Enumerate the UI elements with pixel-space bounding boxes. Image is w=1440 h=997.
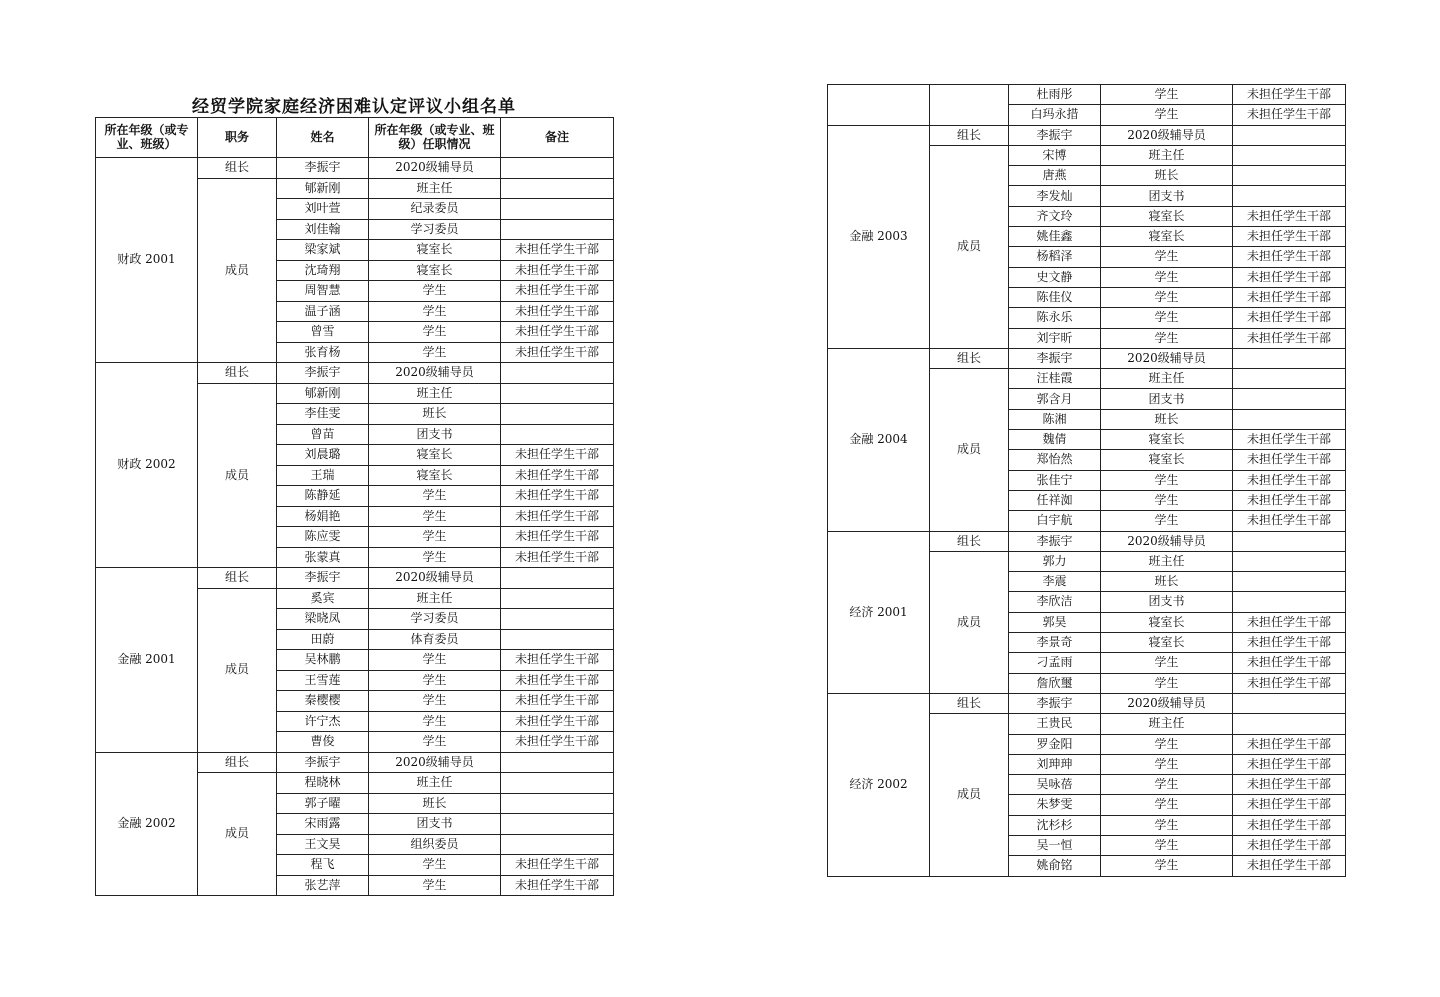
name-cell: 温子涵 xyxy=(277,301,369,322)
name-cell: 李振宇 xyxy=(1009,693,1101,713)
left-roster-table xyxy=(95,117,614,896)
note-cell xyxy=(501,568,614,589)
duty-cell: 班长 xyxy=(369,793,501,814)
note-cell xyxy=(501,629,614,650)
name-cell: 李欣洁 xyxy=(1009,592,1101,612)
note-cell: 未担任学生干部 xyxy=(1233,856,1346,876)
duty-cell: 学生 xyxy=(1101,287,1233,307)
name-cell: 李振宇 xyxy=(277,158,369,179)
name-cell: 白宇航 xyxy=(1009,511,1101,531)
duty-cell: 学生 xyxy=(369,301,501,322)
name-cell: 李振宇 xyxy=(277,752,369,773)
duty-cell: 学生 xyxy=(1101,775,1233,795)
role-cell: 成员 xyxy=(198,588,277,752)
duty-cell: 学生 xyxy=(369,691,501,712)
note-cell xyxy=(501,609,614,630)
name-cell: 陈佳仪 xyxy=(1009,287,1101,307)
duty-cell: 班长 xyxy=(1101,409,1233,429)
note-cell: 未担任学生干部 xyxy=(1233,450,1346,470)
duty-cell: 寝室长 xyxy=(369,240,501,261)
role-cell: 组长 xyxy=(198,568,277,589)
note-cell xyxy=(1233,714,1346,734)
note-cell: 未担任学生干部 xyxy=(1233,227,1346,247)
name-cell: 刘佳翰 xyxy=(277,219,369,240)
name-cell: 吴咏蓓 xyxy=(1009,775,1101,795)
name-cell: 杜雨彤 xyxy=(1009,85,1101,105)
left-table-body xyxy=(96,158,614,896)
class-cell: 金融 2004 xyxy=(828,348,930,531)
note-cell: 未担任学生干部 xyxy=(501,465,614,486)
class-cell: 财政 2001 xyxy=(96,158,198,363)
class-cell: 金融 2002 xyxy=(96,752,198,896)
document-title: 经贸学院家庭经济困难认定评议小组名单 xyxy=(192,97,516,117)
name-cell: 刘宇昕 xyxy=(1009,328,1101,348)
header-note: 备注 xyxy=(501,118,614,158)
right-table-body xyxy=(828,85,1346,877)
duty-cell: 学生 xyxy=(1101,105,1233,125)
name-cell: 梁晓凤 xyxy=(277,609,369,630)
note-cell: 未担任学生干部 xyxy=(501,875,614,896)
duty-cell: 学生 xyxy=(369,875,501,896)
note-cell xyxy=(1233,186,1346,206)
duty-cell: 寝室长 xyxy=(1101,430,1233,450)
name-cell: 程飞 xyxy=(277,855,369,876)
duty-cell: 学生 xyxy=(1101,308,1233,328)
class-cell: 金融 2001 xyxy=(96,568,198,753)
name-cell: 张佳宁 xyxy=(1009,470,1101,490)
name-cell: 奚宾 xyxy=(277,588,369,609)
note-cell: 未担任学生干部 xyxy=(1233,287,1346,307)
duty-cell: 学生 xyxy=(1101,490,1233,510)
header-duty: 所在年级（或专业、班级）任职情况 xyxy=(369,118,501,158)
name-cell: 詹欣璽 xyxy=(1009,673,1101,693)
duty-cell: 班主任 xyxy=(1101,551,1233,571)
duty-cell: 寝室长 xyxy=(369,445,501,466)
name-cell: 王贵民 xyxy=(1009,714,1101,734)
duty-cell: 学生 xyxy=(369,670,501,691)
role-cell: 成员 xyxy=(198,178,277,363)
name-cell: 梁家斌 xyxy=(277,240,369,261)
duty-cell: 寝室长 xyxy=(1101,206,1233,226)
note-cell: 未担任学生干部 xyxy=(1233,85,1346,105)
name-cell: 李振宇 xyxy=(1009,125,1101,145)
role-cell: 组长 xyxy=(930,348,1009,368)
duty-cell: 2020级辅导员 xyxy=(1101,125,1233,145)
note-cell: 未担任学生干部 xyxy=(1233,673,1346,693)
duty-cell: 2020级辅导员 xyxy=(1101,693,1233,713)
name-cell: 姚佳鑫 xyxy=(1009,227,1101,247)
duty-cell: 团支书 xyxy=(369,814,501,835)
note-cell: 未担任学生干部 xyxy=(501,342,614,363)
role-cell: 成员 xyxy=(198,773,277,896)
note-cell: 未担任学生干部 xyxy=(1233,653,1346,673)
note-cell xyxy=(501,158,614,179)
note-cell: 未担任学生干部 xyxy=(1233,754,1346,774)
duty-cell: 学生 xyxy=(1101,815,1233,835)
note-cell: 未担任学生干部 xyxy=(1233,470,1346,490)
note-cell: 未担任学生干部 xyxy=(1233,430,1346,450)
name-cell: 李景奇 xyxy=(1009,633,1101,653)
name-cell: 郭子曜 xyxy=(277,793,369,814)
duty-cell: 团支书 xyxy=(369,424,501,445)
name-cell: 张艺萍 xyxy=(277,875,369,896)
name-cell: 王文昊 xyxy=(277,834,369,855)
note-cell xyxy=(1233,531,1346,551)
note-cell: 未担任学生干部 xyxy=(501,732,614,753)
name-cell: 齐文玲 xyxy=(1009,206,1101,226)
note-cell: 未担任学生干部 xyxy=(501,486,614,507)
table-header-row xyxy=(96,118,614,158)
role-cell: 成员 xyxy=(930,551,1009,693)
right-roster-table xyxy=(827,84,1346,877)
name-cell: 曾雪 xyxy=(277,322,369,343)
name-cell: 李振宇 xyxy=(1009,348,1101,368)
name-cell: 郭昊 xyxy=(1009,612,1101,632)
name-cell: 李振宇 xyxy=(1009,531,1101,551)
name-cell: 刘叶萱 xyxy=(277,199,369,220)
duty-cell: 寝室长 xyxy=(1101,612,1233,632)
note-cell: 未担任学生干部 xyxy=(501,301,614,322)
note-cell xyxy=(501,383,614,404)
name-cell: 杨稻泽 xyxy=(1009,247,1101,267)
duty-cell: 学生 xyxy=(369,732,501,753)
note-cell: 未担任学生干部 xyxy=(1233,633,1346,653)
name-cell: 宋雨露 xyxy=(277,814,369,835)
table-row xyxy=(828,531,1346,551)
note-cell: 未担任学生干部 xyxy=(1233,206,1346,226)
name-cell: 白玛永措 xyxy=(1009,105,1101,125)
class-cell: 财政 2002 xyxy=(96,363,198,568)
name-cell: 宋博 xyxy=(1009,145,1101,165)
note-cell xyxy=(1233,592,1346,612)
name-cell: 陈静延 xyxy=(277,486,369,507)
duty-cell: 学生 xyxy=(1101,734,1233,754)
duty-cell: 班主任 xyxy=(369,588,501,609)
name-cell: 任祥洳 xyxy=(1009,490,1101,510)
note-cell xyxy=(1233,348,1346,368)
duty-cell: 组织委员 xyxy=(369,834,501,855)
table-row xyxy=(828,693,1346,713)
name-cell: 刘晨璐 xyxy=(277,445,369,466)
duty-cell: 学生 xyxy=(1101,835,1233,855)
role-cell: 组长 xyxy=(198,158,277,179)
name-cell: 刘珅珅 xyxy=(1009,754,1101,774)
duty-cell: 团支书 xyxy=(1101,186,1233,206)
duty-cell: 学生 xyxy=(369,322,501,343)
role-cell: 成员 xyxy=(930,145,1009,348)
role-cell: 成员 xyxy=(198,383,277,568)
name-cell: 汪桂霞 xyxy=(1009,369,1101,389)
duty-cell: 2020级辅导员 xyxy=(1101,348,1233,368)
duty-cell: 班主任 xyxy=(1101,145,1233,165)
note-cell: 未担任学生干部 xyxy=(1233,734,1346,754)
name-cell: 李佳雯 xyxy=(277,404,369,425)
duty-cell: 班长 xyxy=(1101,572,1233,592)
name-cell: 秦樱樱 xyxy=(277,691,369,712)
duty-cell: 班长 xyxy=(1101,166,1233,186)
note-cell xyxy=(501,404,614,425)
table-row xyxy=(96,363,614,384)
name-cell: 郇新刚 xyxy=(277,383,369,404)
header-role: 职务 xyxy=(198,118,277,158)
name-cell: 沈杉杉 xyxy=(1009,815,1101,835)
note-cell: 未担任学生干部 xyxy=(501,506,614,527)
duty-cell: 学生 xyxy=(369,855,501,876)
note-cell xyxy=(501,219,614,240)
duty-cell: 团支书 xyxy=(1101,592,1233,612)
name-cell: 周智慧 xyxy=(277,281,369,302)
note-cell xyxy=(501,199,614,220)
duty-cell: 学生 xyxy=(369,650,501,671)
role-cell: 组长 xyxy=(930,693,1009,713)
table-row xyxy=(96,752,614,773)
table-row xyxy=(96,568,614,589)
name-cell: 张育杨 xyxy=(277,342,369,363)
duty-cell: 2020级辅导员 xyxy=(369,158,501,179)
name-cell: 吴一恒 xyxy=(1009,835,1101,855)
name-cell: 姚俞铭 xyxy=(1009,856,1101,876)
duty-cell: 学习委员 xyxy=(369,609,501,630)
note-cell: 未担任学生干部 xyxy=(1233,247,1346,267)
duty-cell: 学生 xyxy=(1101,754,1233,774)
duty-cell: 团支书 xyxy=(1101,389,1233,409)
name-cell: 史文静 xyxy=(1009,267,1101,287)
duty-cell: 学生 xyxy=(369,527,501,548)
note-cell xyxy=(1233,145,1346,165)
duty-cell: 寝室长 xyxy=(1101,633,1233,653)
name-cell: 曾苗 xyxy=(277,424,369,445)
duty-cell: 学生 xyxy=(1101,511,1233,531)
note-cell: 未担任学生干部 xyxy=(1233,775,1346,795)
duty-cell: 学生 xyxy=(1101,856,1233,876)
duty-cell: 体育委员 xyxy=(369,629,501,650)
name-cell: 吴林鹏 xyxy=(277,650,369,671)
name-cell: 杨娟艳 xyxy=(277,506,369,527)
note-cell: 未担任学生干部 xyxy=(501,670,614,691)
duty-cell: 学生 xyxy=(369,547,501,568)
name-cell: 许宁杰 xyxy=(277,711,369,732)
note-cell: 未担任学生干部 xyxy=(501,527,614,548)
duty-cell: 2020级辅导员 xyxy=(369,363,501,384)
note-cell: 未担任学生干部 xyxy=(1233,105,1346,125)
table-row xyxy=(828,85,1346,105)
name-cell: 郇新刚 xyxy=(277,178,369,199)
header-class: 所在年级（或专业、班级） xyxy=(96,118,198,158)
class-cell: 金融 2003 xyxy=(828,125,930,348)
duty-cell: 学生 xyxy=(1101,247,1233,267)
note-cell xyxy=(1233,409,1346,429)
note-cell: 未担任学生干部 xyxy=(1233,267,1346,287)
name-cell: 郑怡然 xyxy=(1009,450,1101,470)
note-cell: 未担任学生干部 xyxy=(501,855,614,876)
note-cell: 未担任学生干部 xyxy=(1233,795,1346,815)
name-cell: 陈永乐 xyxy=(1009,308,1101,328)
name-cell: 程晓林 xyxy=(277,773,369,794)
role-cell: 组长 xyxy=(930,125,1009,145)
class-cell: 经济 2002 xyxy=(828,693,930,876)
duty-cell: 2020级辅导员 xyxy=(369,568,501,589)
note-cell xyxy=(501,424,614,445)
name-cell: 罗金阳 xyxy=(1009,734,1101,754)
class-cell: 经济 2001 xyxy=(828,531,930,693)
note-cell: 未担任学生干部 xyxy=(1233,612,1346,632)
duty-cell: 学生 xyxy=(369,342,501,363)
duty-cell: 学生 xyxy=(1101,653,1233,673)
duty-cell: 班长 xyxy=(369,404,501,425)
duty-cell: 班主任 xyxy=(1101,369,1233,389)
duty-cell: 寝室长 xyxy=(1101,450,1233,470)
duty-cell: 学生 xyxy=(1101,328,1233,348)
duty-cell: 2020级辅导员 xyxy=(369,752,501,773)
duty-cell: 班主任 xyxy=(369,178,501,199)
duty-cell: 寝室长 xyxy=(1101,227,1233,247)
duty-cell: 学生 xyxy=(1101,795,1233,815)
name-cell: 曹俊 xyxy=(277,732,369,753)
note-cell: 未担任学生干部 xyxy=(501,547,614,568)
note-cell: 未担任学生干部 xyxy=(1233,490,1346,510)
name-cell: 陈湘 xyxy=(1009,409,1101,429)
note-cell xyxy=(1233,125,1346,145)
note-cell xyxy=(1233,166,1346,186)
note-cell: 未担任学生干部 xyxy=(1233,815,1346,835)
duty-cell: 学生 xyxy=(1101,85,1233,105)
duty-cell: 寝室长 xyxy=(369,260,501,281)
role-cell: 成员 xyxy=(930,714,1009,876)
duty-cell: 学生 xyxy=(369,281,501,302)
note-cell xyxy=(501,793,614,814)
note-cell: 未担任学生干部 xyxy=(501,711,614,732)
table-row xyxy=(96,158,614,179)
role-cell: 组长 xyxy=(198,363,277,384)
note-cell xyxy=(1233,389,1346,409)
note-cell xyxy=(501,834,614,855)
note-cell xyxy=(501,814,614,835)
note-cell: 未担任学生干部 xyxy=(501,281,614,302)
note-cell: 未担任学生干部 xyxy=(501,691,614,712)
header-name: 姓名 xyxy=(277,118,369,158)
duty-cell: 班主任 xyxy=(369,773,501,794)
duty-cell: 学生 xyxy=(1101,470,1233,490)
name-cell: 田蔚 xyxy=(277,629,369,650)
role-cell: 组长 xyxy=(198,752,277,773)
name-cell: 刁孟雨 xyxy=(1009,653,1101,673)
note-cell: 未担任学生干部 xyxy=(501,445,614,466)
note-cell xyxy=(501,752,614,773)
note-cell xyxy=(501,773,614,794)
name-cell: 张蒙真 xyxy=(277,547,369,568)
name-cell: 王瑞 xyxy=(277,465,369,486)
note-cell: 未担任学生干部 xyxy=(501,650,614,671)
note-cell xyxy=(1233,693,1346,713)
duty-cell: 学生 xyxy=(369,711,501,732)
note-cell xyxy=(1233,369,1346,389)
duty-cell: 学生 xyxy=(1101,267,1233,287)
class-cell xyxy=(828,85,930,126)
name-cell: 郭力 xyxy=(1009,551,1101,571)
role-cell xyxy=(930,85,1009,126)
name-cell: 李振宇 xyxy=(277,363,369,384)
table-row xyxy=(828,348,1346,368)
note-cell xyxy=(501,363,614,384)
name-cell: 王雪莲 xyxy=(277,670,369,691)
role-cell: 组长 xyxy=(930,531,1009,551)
name-cell: 郭含月 xyxy=(1009,389,1101,409)
duty-cell: 学生 xyxy=(369,486,501,507)
duty-cell: 2020级辅导员 xyxy=(1101,531,1233,551)
note-cell: 未担任学生干部 xyxy=(1233,835,1346,855)
note-cell xyxy=(1233,551,1346,571)
name-cell: 朱梦雯 xyxy=(1009,795,1101,815)
duty-cell: 纪录委员 xyxy=(369,199,501,220)
duty-cell: 班主任 xyxy=(369,383,501,404)
name-cell: 魏倩 xyxy=(1009,430,1101,450)
duty-cell: 学生 xyxy=(369,506,501,527)
duty-cell: 寝室长 xyxy=(369,465,501,486)
note-cell xyxy=(1233,572,1346,592)
note-cell: 未担任学生干部 xyxy=(501,322,614,343)
duty-cell: 学习委员 xyxy=(369,219,501,240)
duty-cell: 学生 xyxy=(1101,673,1233,693)
table-row xyxy=(828,125,1346,145)
note-cell: 未担任学生干部 xyxy=(1233,511,1346,531)
name-cell: 唐燕 xyxy=(1009,166,1101,186)
note-cell: 未担任学生干部 xyxy=(501,240,614,261)
note-cell xyxy=(501,588,614,609)
role-cell: 成员 xyxy=(930,369,1009,531)
name-cell: 李振宇 xyxy=(277,568,369,589)
note-cell: 未担任学生干部 xyxy=(1233,308,1346,328)
name-cell: 沈琦翔 xyxy=(277,260,369,281)
duty-cell: 班主任 xyxy=(1101,714,1233,734)
name-cell: 李发灿 xyxy=(1009,186,1101,206)
name-cell: 李震 xyxy=(1009,572,1101,592)
note-cell xyxy=(501,178,614,199)
note-cell: 未担任学生干部 xyxy=(501,260,614,281)
note-cell: 未担任学生干部 xyxy=(1233,328,1346,348)
name-cell: 陈应雯 xyxy=(277,527,369,548)
